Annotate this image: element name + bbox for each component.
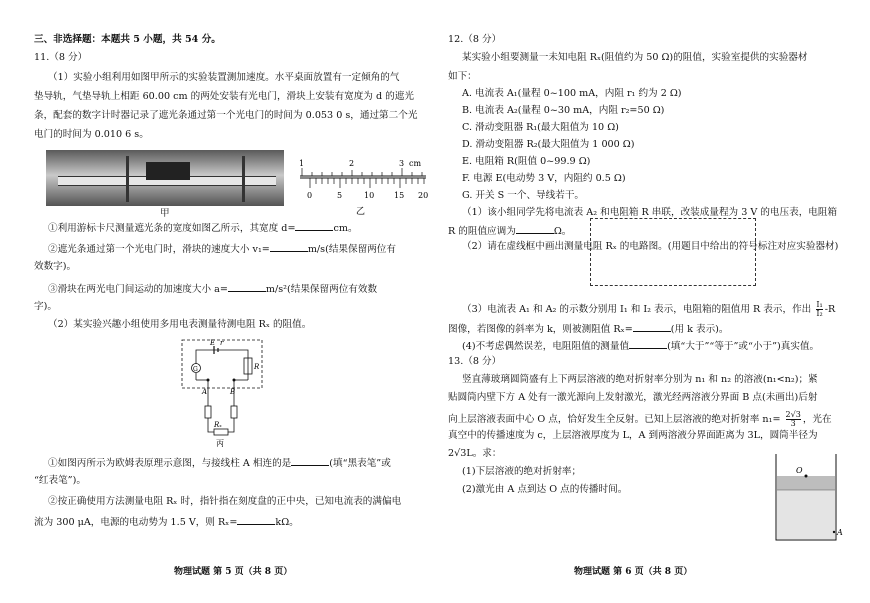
fig-jia-caption: 甲 xyxy=(160,208,170,219)
equipment-B: B. 电流表 A₂(量程 0~30 mA，内阻 r₂=50 Ω) xyxy=(462,105,665,116)
answer-blank-compare[interactable] xyxy=(629,340,667,349)
q12-sub1-line1: （1）该小组同学先将电流表 A₂ 和电阻箱 R 串联，改装成量程为 3 V 的电压表，电阻箱 xyxy=(462,207,838,218)
section-heading: 三、非选择题：本题共 5 小题，共 54 分。 xyxy=(34,34,221,45)
q11-sub5-line2: 流为 300 μA，电源的电动势为 1.5 V，则 Rₓ= kΩ。 xyxy=(34,517,299,528)
equipment-C: C. 滑动变阻器 R₁(最大阻值为 10 Ω) xyxy=(462,122,619,133)
q13-text-line1: 竖直薄玻璃圆筒盛有上下两层溶液的绝对折射率分别为 n₁ 和 n₂ 的溶液(n₁<n₂)；紧 xyxy=(462,374,818,385)
apparatus-photo xyxy=(46,150,284,206)
label-Rx: Rₓ xyxy=(214,421,222,429)
label-r: r xyxy=(220,339,224,347)
label-E: E xyxy=(210,339,216,347)
q13-text-line2: 贴圆筒内壁下方 A 处有一激光源向上发射激光，激光经两溶液分界面 B 点(未画出)后射 xyxy=(448,392,818,403)
q11-sub5-line1: ②按正确使用方法测量电阻 Rₓ 时，指针指在刻度盘的正中央，已知电流表的满偏电 xyxy=(48,496,402,507)
q11-p1-line3: 条，配套的数字计时器记录了遮光条通过第一个光电门的时间为 0.053 0 s，通过第二个光 xyxy=(34,110,418,121)
q12-sub1-line2: R 的阻值应调为 Ω。 xyxy=(448,226,572,237)
vernier-20: 20 xyxy=(418,191,429,200)
q11-sub2-line2: 效数字)。 xyxy=(34,261,77,272)
page-footer-right: 物理试题 第 6 页（共 8 页） xyxy=(574,567,693,577)
q12-header: 12.（8 分） xyxy=(448,34,502,45)
q11-sub1: ①利用游标卡尺测量遮光条的宽度如图乙所示，其宽度 d= cm。 xyxy=(48,223,358,234)
cyl-label-O: O xyxy=(796,466,803,475)
answer-blank-R[interactable] xyxy=(516,225,554,234)
page-footer-left: 物理试题 第 5 页（共 8 页） xyxy=(174,567,293,577)
q11-sub3-line1: ③滑块在两光电门间运动的加速度大小 a= m/s²(结果保留两位有效数 xyxy=(48,284,378,295)
label-G: G xyxy=(193,366,198,373)
q12-intro-line2: 如下： xyxy=(448,71,477,82)
label-A: A xyxy=(202,388,208,396)
ruler-unit: cm xyxy=(409,159,422,168)
answer-blank-rx[interactable] xyxy=(237,516,275,525)
answer-blank-pen[interactable] xyxy=(291,457,329,466)
q12-sub3-line2: 图像，若图像的斜率为 k，则被测阻值 Rₓ= (用 k 表示)。 xyxy=(448,324,729,335)
equipment-D: D. 滑动变阻器 R₂(最大阻值为 1 000 Ω) xyxy=(462,139,635,150)
q13-text-line3: 向上层溶液表面中心 O 点，恰好发生全反射。已知上层溶液的绝对折射率 n₁= $\frac{2√3}{3}$ ，光在 xyxy=(448,410,832,428)
vernier-10: 10 xyxy=(364,191,375,200)
q11-p2: （2）某实验兴趣小组使用多用电表测量待测电阻 Rₓ 的阻值。 xyxy=(48,319,312,330)
fig-yi-caption: 乙 xyxy=(356,207,366,217)
vernier-caliper-figure xyxy=(296,160,436,220)
equipment-G: G. 开关 S 一个、导线若干。 xyxy=(462,190,585,201)
ruler-main-3: 3 xyxy=(399,159,405,168)
q11-p1-line4: 电门的时间为 0.010 6 s。 xyxy=(34,129,149,140)
ruler-main-2: 2 xyxy=(349,159,355,168)
ruler-main-1: 1 xyxy=(299,159,305,168)
right-page xyxy=(448,0,843,603)
q12-sub2: （2）请在虚线框中画出测量电阻 Rₓ 的电路图。(用题目中给出的符号标注对应实验器材) xyxy=(462,241,839,252)
q12-sub4: (4)不考虑偶然误差，电阻阻值的测量值 (填“大于”“等于”或“小于”)真实值。 xyxy=(462,341,820,352)
left-page xyxy=(34,0,429,603)
ohmmeter-circuit-diagram xyxy=(178,336,278,456)
vernier-0: 0 xyxy=(307,191,313,200)
q11-sub3-line2: 字)。 xyxy=(34,301,57,312)
q13-sub1: (1)下层溶液的绝对折射率； xyxy=(462,466,582,477)
q13-text-line5: 2√3L。求： xyxy=(448,448,502,459)
fig-bing-caption: 丙 xyxy=(216,439,224,448)
equipment-E: E. 电阻箱 R(阻值 0~99.9 Ω) xyxy=(462,156,591,167)
q11-header: 11.（8 分） xyxy=(34,52,88,63)
q11-p1-line1: （1）实验小组利用如图甲所示的实验装置测加速度。水平桌面放置有一定倾角的气 xyxy=(48,72,400,83)
fraction-I1-I2: $\frac{\text{I₁}}{\text{I₂}}$ xyxy=(816,300,823,318)
vernier-5: 5 xyxy=(337,191,343,200)
q11-sub4-line2: “红表笔”)。 xyxy=(34,475,86,486)
answer-blank-d[interactable] xyxy=(295,222,333,231)
label-R: R xyxy=(254,363,260,371)
answer-blank-v1[interactable] xyxy=(270,243,308,252)
answer-blank-Rx[interactable] xyxy=(633,323,671,332)
q11-sub2-line1: ②遮光条通过第一个光电门时，滑块的速度大小 v₁= m/s(结果保留两位有 xyxy=(48,244,396,255)
q13-text-line4: 真空中的传播速度为 c，上层溶液厚度为 L，A 到两溶液分界面距离为 3L，圆筒半径为 xyxy=(448,430,818,441)
equipment-F: F. 电源 E(电动势 3 V，内阻约 0.5 Ω) xyxy=(462,173,626,184)
equipment-A: A. 电流表 A₁(量程 0~100 mA，内阻 r₁ 约为 2 Ω) xyxy=(462,88,682,99)
q12-intro-line1: 某实验小组要测量一未知电阻 Rₓ(阻值约为 50 Ω)的阻值，实验室提供的实验器材 xyxy=(462,52,808,63)
q13-header: 13.（8 分） xyxy=(448,356,502,367)
cylinder-figure xyxy=(774,452,844,544)
circuit-drawing-box[interactable] xyxy=(590,218,756,286)
q13-sub2: (2)激光由 A 点到达 O 点的传播时间。 xyxy=(462,484,628,495)
fraction-n1: $\frac{2√3}{3}$ xyxy=(785,410,801,428)
label-B: B xyxy=(230,388,236,396)
vernier-15: 15 xyxy=(394,191,405,200)
answer-blank-a[interactable] xyxy=(228,283,266,292)
q11-sub4-line1: ①如图丙所示为欧姆表原理示意图，与接线柱 A 相连的是 (填“黑表笔”或 xyxy=(48,458,391,469)
q12-sub3-line1: （3）电流表 A₁ 和 A₂ 的示数分别用 I₁ 和 I₂ 表示，电阻箱的阻值用 R 表示，作出 $\frac{\text{I₁}}{\text{I₂}}$ -R xyxy=(462,300,836,318)
cyl-label-A: A xyxy=(837,528,843,537)
q11-p1-line2: 垫导轨，气垫导轨上相距 60.00 cm 的两处安装有光电门，滑块上安装有宽度为 d 的遮光 xyxy=(34,91,414,102)
